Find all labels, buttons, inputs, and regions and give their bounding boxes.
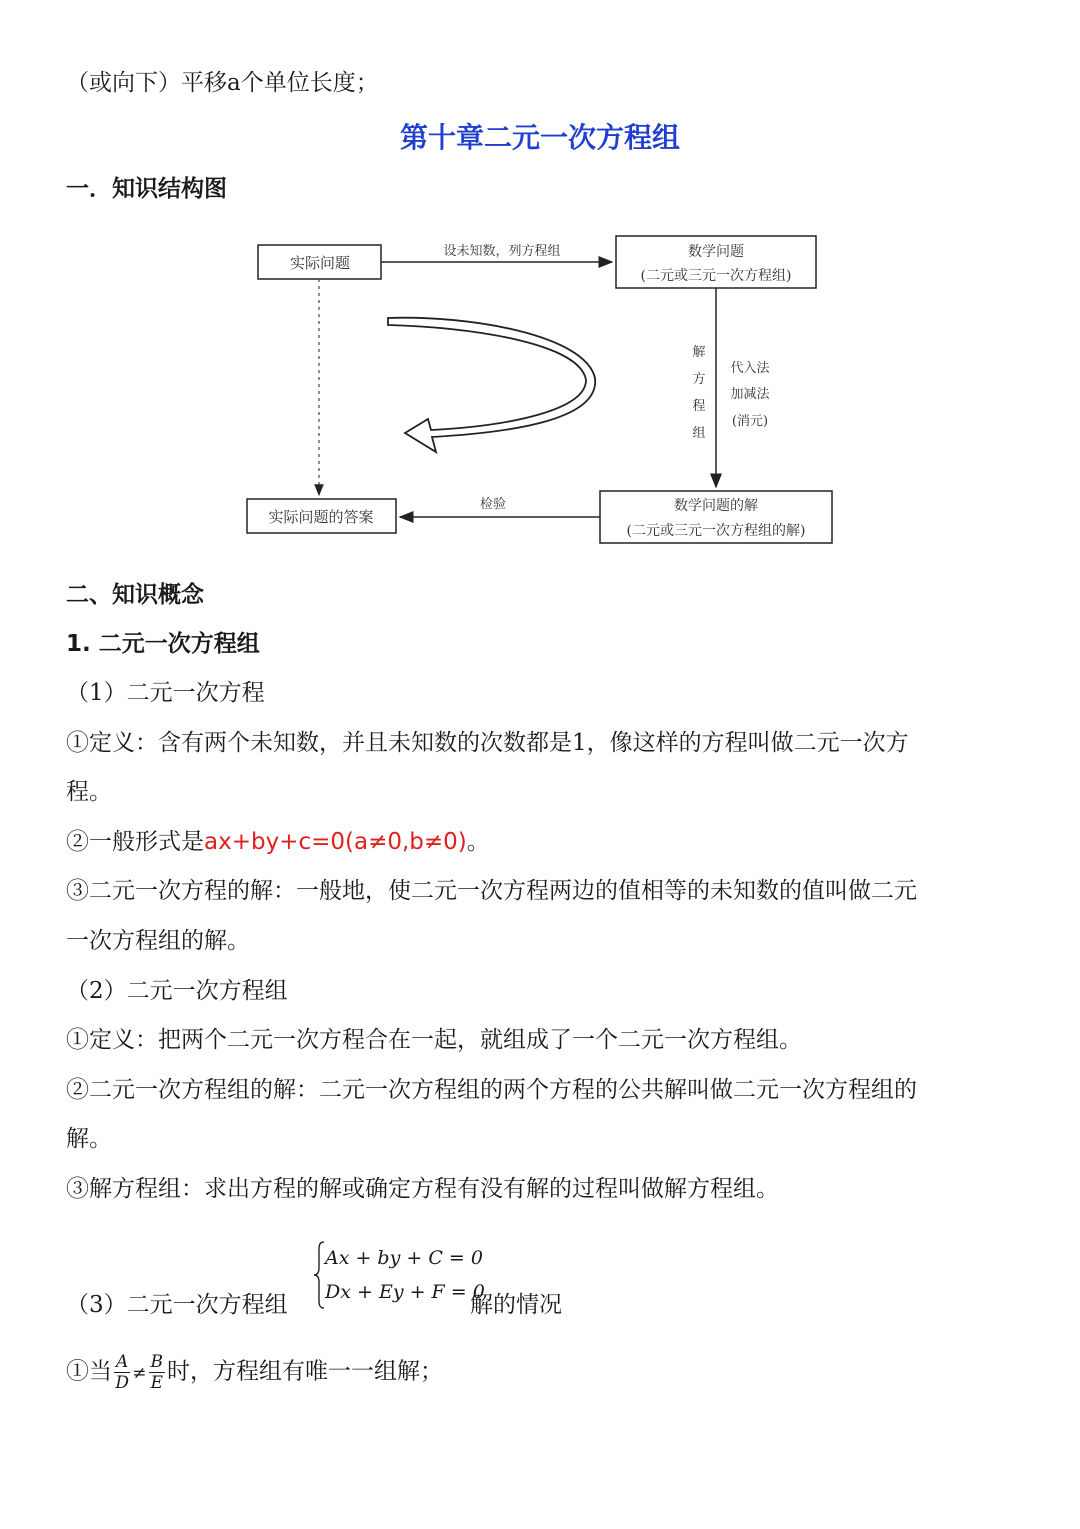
box-math-solution bbox=[600, 491, 832, 543]
general-form-suffix: 。 bbox=[466, 829, 490, 855]
solution2-line2: 解。 bbox=[66, 1126, 112, 1152]
case1 bbox=[66, 1352, 443, 1393]
general-form-prefix: ②一般形式是 bbox=[66, 829, 204, 855]
frac1-num: A bbox=[116, 1352, 129, 1372]
p1-label: （1）二元一次方程 bbox=[66, 680, 265, 706]
previous-section-tail: （或向下）平移a个单位长度； bbox=[66, 70, 379, 96]
not-equal-sign: ≠ bbox=[132, 1363, 147, 1384]
box-math-problem-line1: 数学问题 bbox=[688, 244, 744, 260]
system-brace bbox=[313, 1240, 325, 1310]
solution2-line1: ②二元一次方程组的解：二元一次方程组的两个方程的公共解叫做二元一次方程组的 bbox=[66, 1077, 917, 1103]
method-substitution: 代入法 bbox=[730, 361, 770, 376]
def1-line2: 程。 bbox=[66, 779, 112, 805]
box-math-problem-line2: (二元或三元一次方程组) bbox=[640, 268, 792, 284]
sub1-heading: 1. 二元一次方程组 bbox=[66, 631, 260, 657]
box-math-solution-line1: 数学问题的解 bbox=[674, 498, 758, 514]
equation-system bbox=[313, 1240, 485, 1314]
case1-suffix: 时，方程组有唯一一组解； bbox=[167, 1358, 444, 1385]
chapter-title: 第十章二元一次方程组 bbox=[399, 121, 680, 154]
fraction-a-over-d bbox=[114, 1352, 130, 1393]
box-actual-answer-label: 实际问题的答案 bbox=[268, 508, 374, 526]
fraction-b-over-e bbox=[149, 1352, 166, 1393]
box-actual-problem-label: 实际问题 bbox=[289, 254, 351, 272]
def1-line1: ①定义：含有两个未知数，并且未知数的次数都是1，像这样的方程叫做二元一次方 bbox=[66, 730, 909, 756]
general-form-formula: ax+by+c=0(a≠0,b≠0) bbox=[204, 829, 467, 855]
solution1-line1: ③二元一次方程的解：一般地，使二元一次方程两边的值相等的未知数的值叫做二元 bbox=[66, 878, 917, 904]
system-eq1: Ax + by + C = 0 bbox=[325, 1247, 483, 1269]
box-actual-answer bbox=[247, 499, 396, 533]
solve-char-3: 程 bbox=[692, 399, 706, 414]
section2-heading: 二、知识概念 bbox=[66, 582, 204, 608]
box-actual-problem bbox=[258, 245, 381, 279]
solution1-line2: 一次方程组的解。 bbox=[66, 928, 250, 954]
method-elimination: 加减法 bbox=[730, 387, 770, 402]
section1-heading: 一．知识结构图 bbox=[66, 176, 227, 202]
frac2-den: E bbox=[150, 1373, 163, 1393]
system-eq2: Dx + Ey + F = 0 bbox=[325, 1281, 485, 1303]
general-form bbox=[66, 827, 490, 857]
box-math-solution-line2: (二元或三元一次方程组的解) bbox=[626, 523, 806, 539]
def2: ①定义：把两个二元一次方程合在一起，就组成了一个二元一次方程组。 bbox=[66, 1027, 802, 1053]
p3-suffix: 解的情况 bbox=[470, 1292, 562, 1318]
knowledge-structure-diagram bbox=[0, 0, 1080, 560]
arrow-set-unknowns-label: 设未知数，列方程组 bbox=[443, 244, 561, 259]
p3-label: （3）二元一次方程组 bbox=[66, 1292, 288, 1318]
method-note: (消元) bbox=[731, 414, 769, 429]
curved-return-arrow bbox=[388, 318, 595, 452]
solve-char-4: 组 bbox=[692, 426, 706, 441]
solve-char-1: 解 bbox=[692, 345, 706, 360]
box-math-problem bbox=[616, 236, 816, 288]
case1-prefix: ①当 bbox=[66, 1358, 112, 1385]
frac2-num: B bbox=[150, 1352, 164, 1372]
solve-char-2: 方 bbox=[692, 372, 706, 387]
p2-label: （2）二元一次方程组 bbox=[66, 978, 288, 1004]
solving-def: ③解方程组：求出方程的解或确定方程有没有解的过程叫做解方程组。 bbox=[66, 1176, 779, 1202]
arrow-check-label: 检验 bbox=[479, 497, 507, 512]
frac1-den: D bbox=[115, 1373, 129, 1393]
